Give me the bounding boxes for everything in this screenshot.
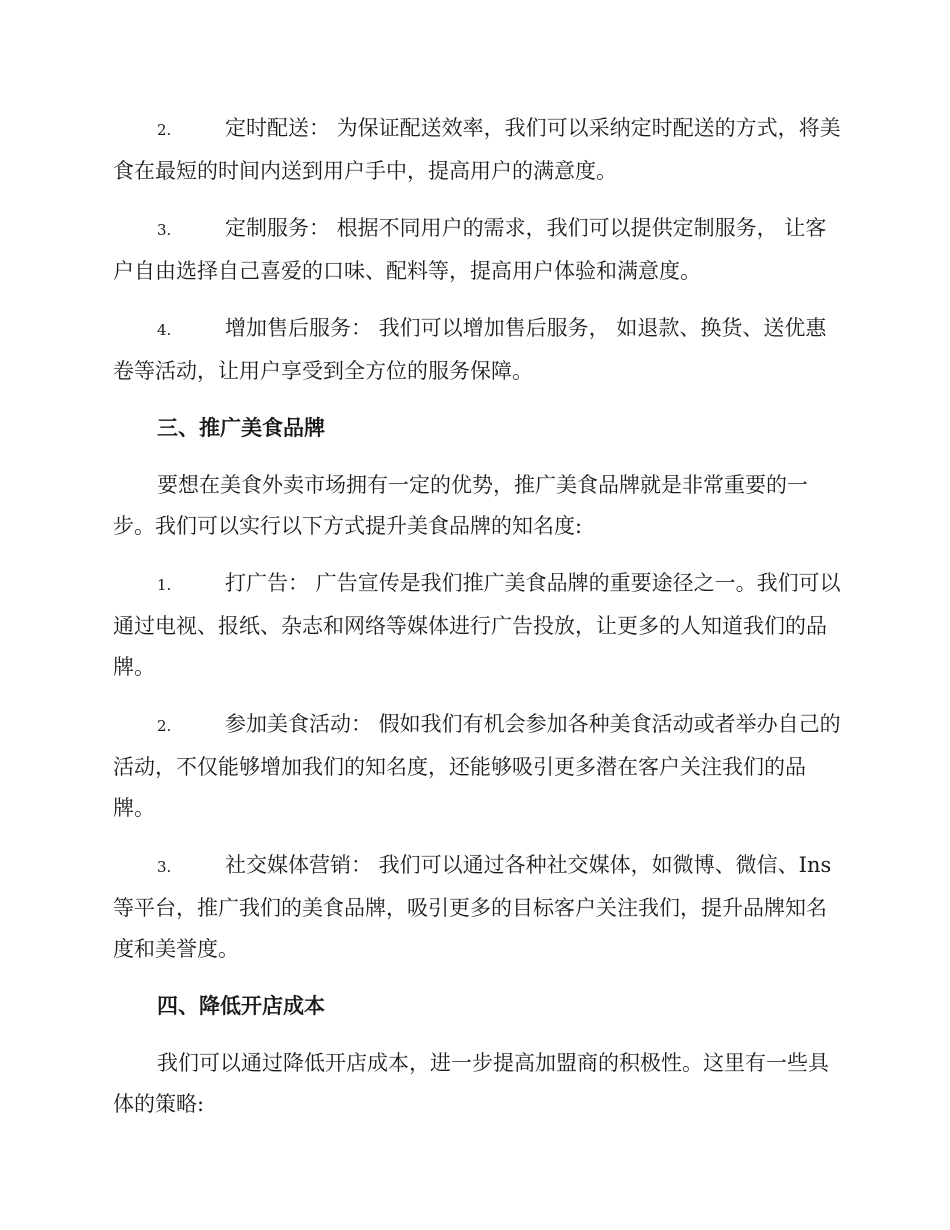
list-item-text: 参加美食活动： 假如我们有机会参加各种美食活动或者举办自己的活动，不仅能够增加我们的知名度，还能够吸引更多潜在客户关注我们的品牌。 [113,712,841,820]
section-intro-paragraph: 要想在美食外卖市场拥有一定的优势，推广美食品牌就是非常重要的一步。我们可以实行以下方式提升美食品牌的知名度: [113,473,808,538]
list-item-text: 增加售后服务： 我们可以增加售后服务， 如退款、换货、送优惠卷等活动，让用户享受到全方位的服务保障。 [113,316,827,383]
list-item [113,845,841,970]
list-item-text: 打广告： 广告宣传是我们推广美食品牌的重要途径之一。我们可以通过电视、报纸、杂志和网络等媒体进行广告投放，让更多的人知道我们的品牌。 [113,571,841,679]
list-item-number: 3. [157,221,172,239]
list-item [113,704,841,829]
list-item-number: 2. [157,121,172,139]
list-item-text: 定制服务： 根据不同用户的需求，我们可以提供定制服务， 让客户自由选择自己喜爱的口味、配料等，提高用户体验和满意度。 [113,216,827,283]
document-body [113,108,841,1141]
section-heading-brand-promotion: 三、推广美食品牌 [157,416,325,440]
list-item-number: 2. [157,717,172,735]
list-item-number: 3. [157,858,172,876]
list-item-number: 4. [157,321,172,339]
list-item [113,308,841,392]
list-item-number: 1. [157,576,172,594]
list-item [113,208,841,292]
list-item-text: 社交媒体营销： 我们可以通过各种社交媒体，如微博、微信、Ins 等平台，推广我们的美食品牌，吸引更多的目标客户关注我们，提升品牌知名度和美誉度。 [113,853,832,961]
list-item [113,108,841,192]
list-item-text: 定时配送： 为保证配送效率，我们可以采纳定时配送的方式，将美食在最短的时间内送到用户手中，提高用户的满意度。 [113,116,841,183]
list-item [113,563,841,688]
section-intro-paragraph: 我们可以通过降低开店成本，进一步提高加盟商的积极性。这里有一些具体的策略: [113,1051,829,1116]
section-heading-reduce-costs: 四、降低开店成本 [157,994,325,1018]
